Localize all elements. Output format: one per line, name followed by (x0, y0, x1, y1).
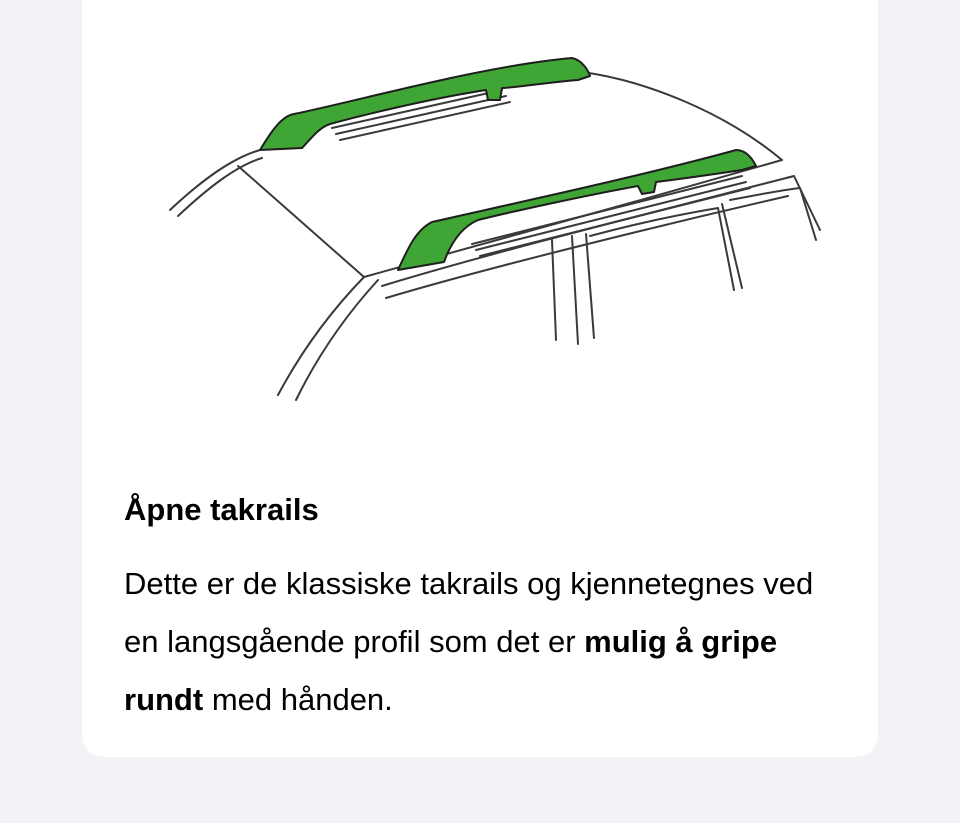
info-card (82, 0, 878, 757)
rear-window-line (730, 188, 816, 240)
roof-left-edge-line (170, 150, 260, 210)
roof-rear-crease-line (238, 166, 364, 277)
card-description (124, 555, 844, 729)
description-text-part2: med hånden. (203, 682, 393, 717)
description-bold-text: mulig å gripe rundt (124, 624, 778, 717)
roof-left-edge-inner-line (178, 158, 262, 216)
window-frame-1 (552, 240, 556, 340)
window-frame-2 (572, 236, 578, 344)
description-text-part1: Dette er de klassiske takrails og kjennetegnes ved en langsgående profil som det er (124, 566, 814, 659)
card-title: Åpne takrails (124, 492, 319, 527)
window-top-line (590, 208, 734, 290)
window-frame-3 (586, 234, 594, 338)
body-front-line (278, 277, 364, 395)
roof-rail-illustration (82, 0, 878, 440)
body-front-inner-line (296, 280, 378, 400)
front-rail-hatch-3 (480, 188, 750, 256)
rear-roof-rail (260, 58, 590, 150)
roof-far-edge-line (582, 72, 782, 160)
